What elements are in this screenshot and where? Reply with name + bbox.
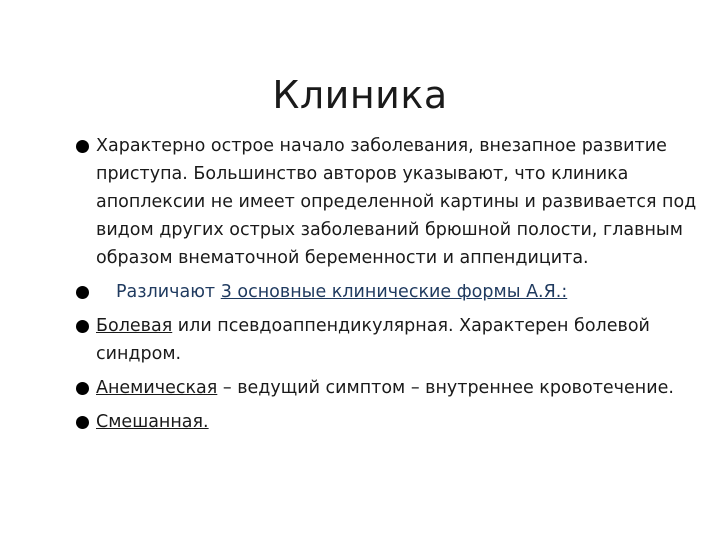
- bullet-dot-icon: [76, 416, 89, 429]
- clinical-forms-link[interactable]: 3 основные клинические формы А.Я.:: [220, 282, 568, 302]
- anemic-form-link[interactable]: Анемическая: [96, 378, 218, 398]
- bullet-item-anemic-form: [76, 374, 712, 402]
- mixed-form-link[interactable]: Смешанная.: [96, 412, 209, 432]
- bullet-dot-icon: [76, 286, 89, 299]
- bullet-text: – ведущий симптом – внутреннее кровотечение.: [217, 378, 674, 398]
- bullet-intro-text: Различают: [116, 282, 221, 302]
- bullet-text: Характерно острое начало заболевания, внезапное развитие приступа. Большинство авторов указывают, что клиника апоплексии не имеет определенной картины и развивается под видом других острых заболеваний брюшной полости, главным образом внематочной беременности и аппендицита.: [96, 136, 697, 268]
- bullet-item-pain-form: [76, 312, 712, 368]
- bullet-dot-icon: [76, 382, 89, 395]
- bullet-dot-icon: [76, 320, 89, 333]
- bullet-item-mixed-form: [76, 408, 712, 436]
- bullet-text: или псевдоаппендикулярная. Характерен болевой синдром.: [96, 316, 650, 364]
- bullet-item-onset: [76, 132, 712, 272]
- bullet-dot-icon: [76, 140, 89, 153]
- pain-form-link[interactable]: Болевая: [96, 316, 173, 336]
- slide-title: Клиника: [272, 73, 448, 118]
- bullet-item-forms: [76, 278, 712, 306]
- bullet-list: [76, 132, 712, 442]
